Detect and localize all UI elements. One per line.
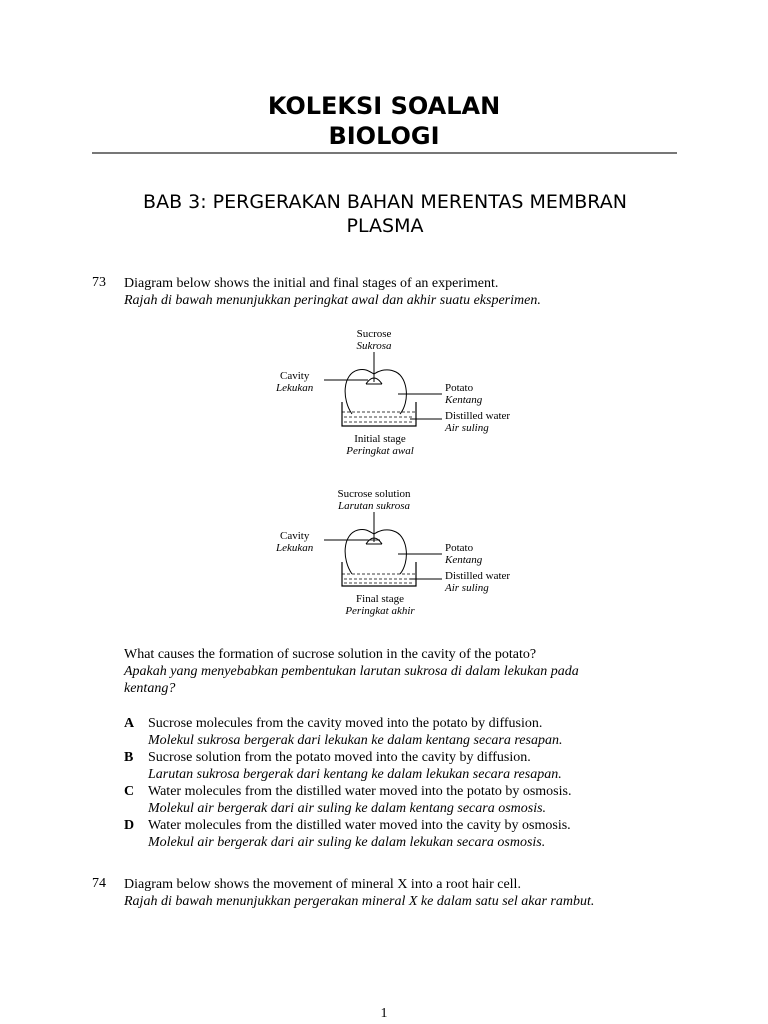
experiment-diagram — [270, 322, 540, 622]
question-73-prompt — [124, 646, 704, 697]
d2-sucrose-label-en: Sucrose solution — [337, 488, 411, 500]
option-d-letter: D — [124, 818, 135, 833]
chapter-heading-line2: PLASMA — [346, 215, 424, 237]
title-divider — [92, 152, 677, 154]
question-73-prompt-ms-2: kentang? — [124, 681, 176, 696]
option-d[interactable] — [124, 817, 724, 834]
d1-cavity-label-ms: Lekukan — [276, 382, 314, 394]
question-73-stem-en: Diagram below shows the initial and final stages of an experiment. — [124, 276, 499, 291]
d1-potato-label-ms: Kentang — [445, 394, 483, 406]
d1-stage-label-ms: Peringkat awal — [346, 445, 414, 457]
page-number: 1 — [380, 1006, 388, 1021]
d1-stage-label-en: Initial stage — [354, 433, 406, 445]
d2-sucrose-label-ms: Larutan sukrosa — [337, 500, 411, 512]
option-c-letter: C — [124, 784, 135, 799]
d1-water-label-ms: Air suling — [445, 422, 489, 434]
document-title-line1: KOLEKSI SOALAN — [267, 92, 501, 120]
option-c[interactable] — [124, 783, 724, 800]
question-73-prompt-ms-1: Apakah yang menyebabkan pembentukan larutan sukrosa di dalam lekukan pada — [124, 664, 579, 679]
d2-stage-label-ms: Peringkat akhir — [345, 605, 415, 617]
question-73-options — [124, 715, 724, 851]
final-stage-diagram — [275, 488, 510, 617]
option-c-text-en: Water molecules from the distilled water moved into the potato by osmosis. — [148, 784, 572, 799]
initial-stage-diagram — [275, 328, 510, 457]
option-a[interactable] — [124, 715, 724, 732]
d2-cavity-label-ms: Lekukan — [276, 542, 314, 554]
d2-potato-label-en: Potato — [445, 542, 474, 554]
document-title-line2: BIOLOGI — [328, 122, 440, 150]
d1-sucrose-label-ms: Sukrosa — [356, 340, 392, 352]
option-a-text-en: Sucrose molecules from the cavity moved into the potato by diffusion. — [148, 716, 543, 731]
d1-cavity-label-en: Cavity — [280, 370, 310, 382]
d1-potato-label-en: Potato — [445, 382, 474, 394]
chapter-heading — [90, 190, 680, 238]
option-b-text-ms: Larutan sukrosa bergerak dari kentang ke dalam lekukan secara resapan. — [148, 767, 562, 782]
question-73-number: 73 — [92, 275, 106, 290]
d1-sucrose-label-en: Sucrose — [356, 328, 392, 340]
option-d-text-ms: Molekul air bergerak dari air suling ke dalam lekukan secara osmosis. — [148, 835, 546, 850]
question-74-stem — [124, 876, 704, 910]
d1-water-label-en: Distilled water — [445, 410, 511, 422]
question-73-stem-ms: Rajah di bawah menunjukkan peringkat awal dan akhir suatu eksperimen. — [124, 293, 541, 308]
option-a-letter: A — [124, 716, 135, 731]
option-c-text-ms: Molekul air bergerak dari air suling ke dalam kentang secara osmosis. — [148, 801, 547, 816]
d2-stage-label-en: Final stage — [356, 593, 404, 605]
option-a-text-ms: Molekul sukrosa bergerak dari lekukan ke dalam kentang secara resapan. — [148, 733, 563, 748]
d2-water-label-ms: Air suling — [445, 582, 489, 594]
chapter-heading-line1: BAB 3: PERGERAKAN BAHAN MERENTAS MEMBRAN — [143, 191, 627, 213]
option-d-text-en: Water molecules from the distilled water moved into the cavity by osmosis. — [148, 818, 571, 833]
option-b-text-en: Sucrose solution from the potato moved into the cavity by diffusion. — [148, 750, 531, 765]
question-73-prompt-en: What causes the formation of sucrose solution in the cavity of the potato? — [124, 647, 537, 662]
question-74-stem-ms: Rajah di bawah menunjukkan pergerakan mineral X ke dalam satu sel akar rambut. — [124, 894, 595, 909]
question-73-stem — [124, 275, 684, 309]
d2-cavity-label-en: Cavity — [280, 530, 310, 542]
d2-water-label-en: Distilled water — [445, 570, 511, 582]
option-b[interactable] — [124, 749, 724, 766]
d2-potato-label-ms: Kentang — [445, 554, 483, 566]
question-74-number: 74 — [92, 876, 106, 891]
question-74-stem-en: Diagram below shows the movement of mineral X into a root hair cell. — [124, 877, 521, 892]
option-b-letter: B — [124, 750, 134, 765]
